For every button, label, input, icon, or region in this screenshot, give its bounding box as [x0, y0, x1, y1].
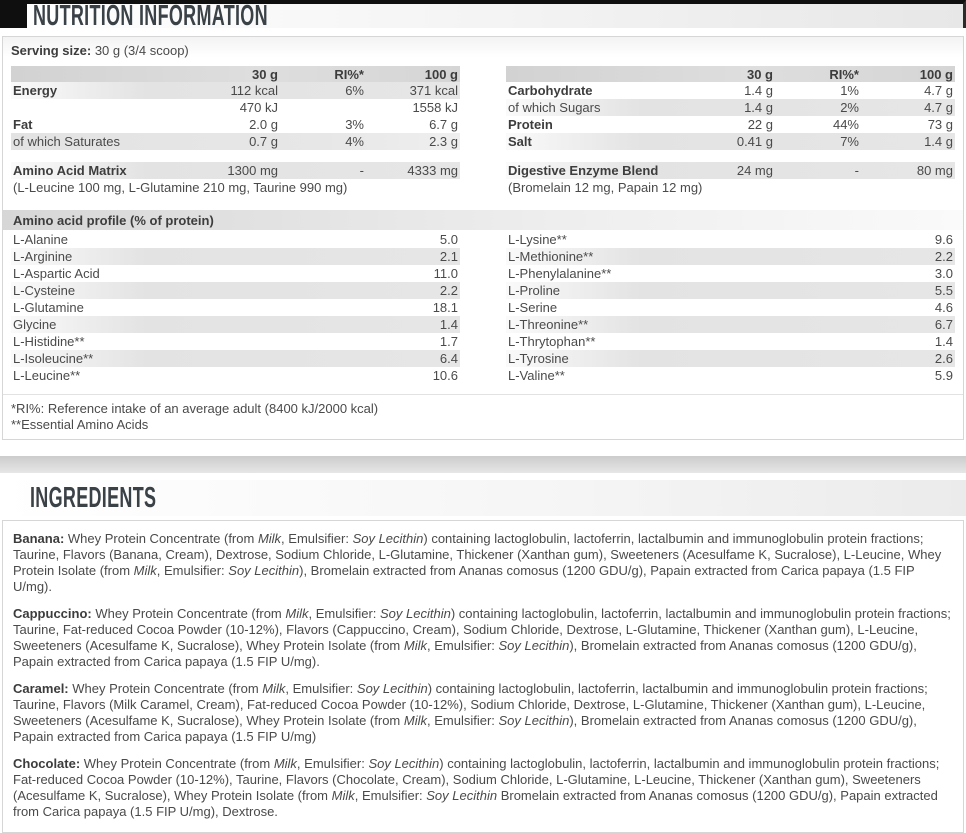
nutrition-table-right	[506, 66, 955, 196]
header-corner-block	[0, 4, 27, 28]
nutrient-label: Energy	[13, 83, 58, 98]
amino-row: L-Methionine** 2.2	[508, 249, 953, 264]
value-ri: 1%	[840, 83, 859, 98]
matrix-label: Amino Acid Matrix	[13, 163, 127, 178]
value-100g: 371 kcal	[409, 83, 458, 98]
nutrient-row-sugars	[506, 99, 955, 116]
amino-row: Glycine 1.4	[13, 317, 458, 332]
amino-row: L-Valine** 5.9	[508, 368, 953, 383]
amino-acid-matrix-row	[11, 162, 460, 179]
value-30g: 1.4 g	[744, 100, 773, 115]
nutrient-label: Protein	[508, 117, 553, 132]
value-ri: 7%	[840, 134, 859, 149]
section-separator	[0, 456, 966, 473]
amino-row: L-Threonine** 6.7	[508, 317, 953, 332]
value-ri: 3%	[345, 117, 364, 132]
value-30g: 112 kcal	[230, 83, 278, 98]
amino-row: L-Leucine** 10.6	[13, 368, 458, 383]
nutrient-label: of which Saturates	[13, 134, 120, 149]
col-header-ri: RI%*	[334, 66, 364, 82]
nutrition-table-left	[11, 66, 460, 196]
value-100g: 1.4 g	[924, 134, 953, 149]
col-header-30g: 30 g	[746, 66, 773, 82]
nutrient-label: Fat	[13, 117, 33, 132]
value-ri: -	[359, 163, 364, 178]
nutrition-section-title: NUTRITION INFORMATION	[33, 0, 268, 32]
nutrient-row-energy-kj	[11, 99, 460, 116]
serving-size-row	[3, 37, 963, 66]
value-100g: 73 g	[927, 117, 953, 132]
nutrient-label: of which Sugars	[508, 100, 601, 115]
nutrient-label: Salt	[508, 134, 532, 149]
ingredient-paragraph-chocolate: Chocolate: Whey Protein Concentrate (from Milk, Emulsifier: Soy Lecithin) containing lactoglobulin, lactoferrin, lactalbumin and immunoglobulin protein fractions; Fat-reduced Cocoa Powder (10-12%), Taurine, Flavors (Chocolate, Cream), Sodium Chloride, L-Glutamine, L-Leucine, Thickener (Xanthan gum), Sweeteners (Acesulfame K, Sucralose), Whey Protein Isolate (from Milk, Emulsifier: Soy Lecithin Bromelain extracted from Ananas comosus (1200 GDU/g), Papain extracted from Carica papaya (1.5 FIP U/mg), Dextrose.	[13, 756, 940, 819]
value-30g: 24 mg	[736, 163, 773, 178]
amino-row: L-Cysteine 2.2	[13, 283, 458, 298]
amino-row: L-Isoleucine** 6.4	[13, 351, 458, 366]
table-header-row	[506, 66, 955, 82]
ingredients-panel	[2, 520, 964, 833]
amino-list-left	[11, 231, 460, 384]
value-100g: 80 mg	[916, 163, 953, 178]
amino-list-right	[506, 231, 955, 384]
nutrition-tables	[3, 66, 963, 196]
value-100g: 4.7 g	[924, 83, 953, 98]
nutrition-panel	[2, 36, 964, 440]
value-ri: 44%	[832, 117, 859, 132]
col-header-100g: 100 g	[919, 66, 953, 82]
value-30g: 470 kJ	[239, 100, 278, 115]
nutrient-row-saturates	[11, 133, 460, 150]
value-100g: 1558 kJ	[412, 100, 458, 115]
value-30g: 22 g	[747, 117, 773, 132]
col-header-ri: RI%*	[829, 66, 859, 82]
value-ri: 2%	[840, 100, 859, 115]
value-30g: 1300 mg	[227, 163, 278, 178]
amino-row: L-Phenylalanine** 3.0	[508, 266, 953, 281]
nutrient-row-protein	[506, 116, 955, 133]
amino-row: L-Serine 4.6	[508, 300, 953, 315]
digestive-enzyme-blend-row	[506, 162, 955, 179]
amino-row: L-Aspartic Acid 11.0	[13, 266, 458, 281]
amino-row: L-Histidine** 1.7	[13, 334, 458, 349]
ingredients-section-title: INGREDIENTS	[30, 481, 157, 514]
amino-row: L-Tyrosine 2.6	[508, 351, 953, 366]
value-30g: 2.0 g	[249, 117, 278, 132]
ingredients-section-header	[0, 480, 966, 516]
value-30g: 0.7 g	[249, 134, 278, 149]
amino-row: L-Thrytophan** 1.4	[508, 334, 953, 349]
amino-row: L-Glutamine 18.1	[13, 300, 458, 315]
nutrient-row-salt	[506, 133, 955, 150]
col-header-30g: 30 g	[251, 66, 278, 82]
amino-row: L-Alanine 5.0	[13, 232, 458, 247]
footnote-reference-intake: *RI%: Reference intake of an average adult (8400 kJ/2000 kcal)	[11, 401, 379, 416]
footnotes	[3, 394, 963, 435]
value-100g: 4.7 g	[924, 100, 953, 115]
ingredient-paragraph-banana: Banana: Whey Protein Concentrate (from Milk, Emulsifier: Soy Lecithin) containing lactoglobulin, lactoferrin, lactalbumin and immunoglobulin protein fractions; Taurine, Flavors (Banana, Cream), Dextrose, Sodium Chloride, L-Glutamine, Thickener (Xanthan gum), Sweeteners (Acesulfame K, Sucralose), L-Leucine, Whey Protein Isolate (from Milk, Emulsifier: Soy Lecithin), Bromelain extracted from Ananas comosus (1200 GDU/g), Papain extracted from Carica papaya (1.5 FIP U/mg).	[13, 531, 942, 594]
nutrient-row-carbohydrate	[506, 82, 955, 99]
amino-row: L-Arginine 2.1	[13, 249, 458, 264]
ingredient-paragraph-caramel: Caramel: Whey Protein Concentrate (from Milk, Emulsifier: Soy Lecithin) containing lactoglobulin, lactoferrin, lactalbumin and immunoglobulin protein fractions; Taurine, Flavors (Milk Caramel, Cream), Fat-reduced Cocoa Powder (10-12%), Sodium Chloride, Dextrose, L-Glutamine, Thickener (Xanthan gum), L-Leucine, Sweeteners (Acesulfame K, Sucralose), Whey Protein Isolate (from Milk, Emulsifier: Soy Lecithin), Bromelain extracted from Ananas comosus (1200 GDU/g), Papain extracted from Carica papaya (1.5 FIP U/mg)	[13, 681, 928, 744]
value-30g: 1.4 g	[744, 83, 773, 98]
amino-profile-title: Amino acid profile (% of protein)	[3, 210, 963, 230]
value-100g: 4333 mg	[407, 163, 458, 178]
value-ri: -	[854, 163, 859, 178]
value-100g: 6.7 g	[429, 117, 458, 132]
value-ri: 6%	[345, 83, 364, 98]
nutrient-row-fat	[11, 116, 460, 133]
nutrient-row-energy	[11, 82, 460, 99]
serving-size-label: Serving size:	[11, 43, 92, 58]
serving-size-value: 30 g (3/4 scoop)	[91, 43, 189, 58]
amino-acid-matrix-composition: (L-Leucine 100 mg, L-Glutamine 210 mg, Taurine 990 mg)	[13, 180, 348, 195]
col-header-100g: 100 g	[424, 66, 458, 82]
amino-row: L-Lysine** 9.6	[508, 232, 953, 247]
value-100g: 2.3 g	[429, 134, 458, 149]
value-30g: 0.41 g	[736, 134, 773, 149]
ingredient-paragraph-cappuccino: Cappuccino: Whey Protein Concentrate (from Milk, Emulsifier: Soy Lecithin) containing lactoglobulin, lactoferrin, lactalbumin and immunoglobulin protein fractions; Taurine, Fat-reduced Cocoa Powder (10-12%), Flavors (Cappuccino, Cream), Sodium Chloride, Dextrose, L-Glutamine, Thickener (Xanthan gum), L-Leucine, Sweeteners (Acesulfame K, Sucralose), Whey Protein Isolate (from Milk, Emulsifier: Soy Lecithin), Bromelain extracted from Ananas comosus (1200 GDU/g), Papain extracted from Carica papaya (1.5 FIP U/mg).	[13, 606, 951, 669]
matrix-label: Digestive Enzyme Blend	[508, 163, 659, 178]
table-header-row	[11, 66, 460, 82]
amino-profile-tables	[3, 231, 963, 384]
footnote-essential-amino-acids: **Essential Amino Acids	[11, 417, 149, 432]
amino-row: L-Proline 5.5	[508, 283, 953, 298]
nutrition-section-header	[0, 0, 966, 32]
value-ri: 4%	[345, 134, 364, 149]
nutrient-label: Carbohydrate	[508, 83, 593, 98]
digestive-enzyme-blend-composition: (Bromelain 12 mg, Papain 12 mg)	[508, 180, 703, 195]
